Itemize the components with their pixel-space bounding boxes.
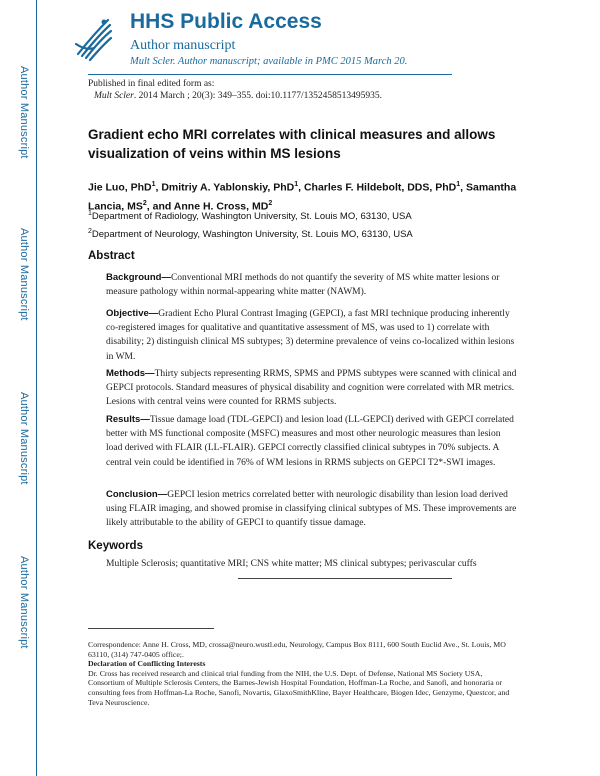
abstract-background: Background—Conventional MRI methods do not quantify the severity of MS white matter lesions or measure pathology within normal-appearing white matter (NAWM).	[106, 272, 500, 298]
author-name: Samantha Lancia, MS	[88, 181, 517, 212]
correspondence-note: Correspondence: Anne H. Cross, MD, crossa@neuro.wustl.edu, Neurology, Campus Box 8111, 600 South Euclid Ave., St. Louis, MO 63110, (314) 747-0405 office;.	[88, 640, 506, 659]
author-name: Jie Luo, PhD	[88, 181, 152, 194]
conflict-heading: Declaration of Conflicting Interests	[88, 659, 206, 669]
hhs-title: HHS Public Access	[130, 10, 322, 33]
citation: Mult Scler. 2014 March ; 20(3): 349–355. doi:10.1177/1352458513495935.	[94, 91, 383, 101]
author-affiliation-mark: 2	[142, 199, 147, 207]
affiliation: $^1$Department of Radiology, Washington University, St. Louis MO, 63130, USA	[88, 210, 412, 223]
sidebar-label: Author Manuscript	[18, 66, 30, 159]
paper-title: Gradient echo MRI correlates with clinical measures and allows visualization of veins within MS lesions	[88, 127, 496, 161]
author-affiliation-mark: 1	[151, 181, 156, 188]
abstract-methods: Methods—Thirty subjects representing RRMS, SPMS and PPMS subtypes were scanned with clinical and GEPCI protocols. Standard measures of physical disability and cognition were correlated with MR metrics. Lesions with central veins were counted for RRMS subjects.	[106, 368, 517, 408]
keywords-text: Multiple Sclerosis; quantitative MRI; CNS white matter; MS clinical subtypes; perivascular cuffs	[106, 559, 477, 569]
author-list: Jie Luo, PhD$^1$, Dmitriy A. Yablonskiy, PhD$^1$, Charles F. Hildebolt, DDS, PhD$^1$, Samantha Lancia, $MS^2$, and Anne H. Cross, $MD^2$	[88, 181, 517, 212]
manuscript-label: Author manuscript	[130, 38, 236, 53]
availability-line: Mult Scler. Author manuscript; available in PMC 2015 March 20.	[130, 56, 408, 67]
keywords-heading: Keywords	[88, 540, 143, 552]
section-rule	[238, 578, 452, 579]
sidebar-label: Author Manuscript	[18, 228, 30, 321]
header-rule	[88, 74, 452, 75]
abstract-objective: Objective—Gradient Echo Plural Contrast Imaging (GEPCI), a fast MRI technique producing inherently co-registered images for qualitative and quantitative assessment of MS, was used to 1) correlate with disability; 2) distinguish clinical MS subtypes; 3) determine prevalence of veins co-localized within lesions in WM.	[106, 308, 515, 362]
author-name: Anne H. Cross, MD	[173, 200, 269, 212]
author-name: Dmitriy A. Yablonskiy, PhD	[161, 181, 295, 194]
footnote-rule	[88, 628, 214, 629]
author-affiliation-mark: 1	[456, 181, 461, 188]
hhs-eagle-logo-icon	[74, 14, 114, 64]
publication-info	[88, 78, 382, 102]
sidebar-label: Author Manuscript	[18, 392, 30, 485]
abstract-conclusion: Conclusion—GEPCI lesion metrics correlated better with neurologic disability than lesion load derived using FLAIR imaging, and showed promise in classifying clinical subtypes of MS. These improvements are likely attributable to the ability of GEPCI to quantify tissue damage.	[106, 489, 517, 529]
sidebar-divider	[36, 0, 37, 776]
author-name: Charles F. Hildebolt, DDS, PhD	[303, 181, 457, 194]
abstract-results: Results—Tissue damage load (TDL-GEPCI) and lesion load (LL-GEPCI) derived with GEPCI correlated better with MS functional composite (MSFC) measures and most other neurologic measures than lesion load derived with FLAIR (LL-FLAIR). GEPCI correctly classified clinical subtypes in 70% subjects. A central vein could be identified in 76% of WM lesions in RRMS subjects on GEPCI T2*-SWI images.	[106, 414, 514, 468]
footnote-block	[88, 640, 520, 707]
affiliation: $^2$Department of Neurology, Washington University, St. Louis MO, 63130, USA	[88, 228, 413, 241]
conflict-text: Dr. Cross has received research and clinical trial funding from the NIH, the U.S. Dept. of Defense, National MS Society USA, Consortium of Multiple Sclerosis Centers, the Barnes-Jewish Hospital Foundation, Hoffman-La Roche, and Sanofi, and honoraria or consulting fees from Hoffman-La Roche, Sanofi, Novartis, GlaxoSmithKline, Bayer Healthcare, Biogen Idec, Genzyme, Questcor, and Teva Neuroscience.	[88, 668, 510, 707]
author-affiliation-mark: 2	[268, 199, 273, 207]
abstract-heading: Abstract	[88, 250, 135, 262]
sidebar-label: Author Manuscript	[18, 556, 30, 649]
published-label: Published in final edited form as:	[88, 79, 215, 89]
author-affiliation-mark: 1	[294, 181, 299, 188]
